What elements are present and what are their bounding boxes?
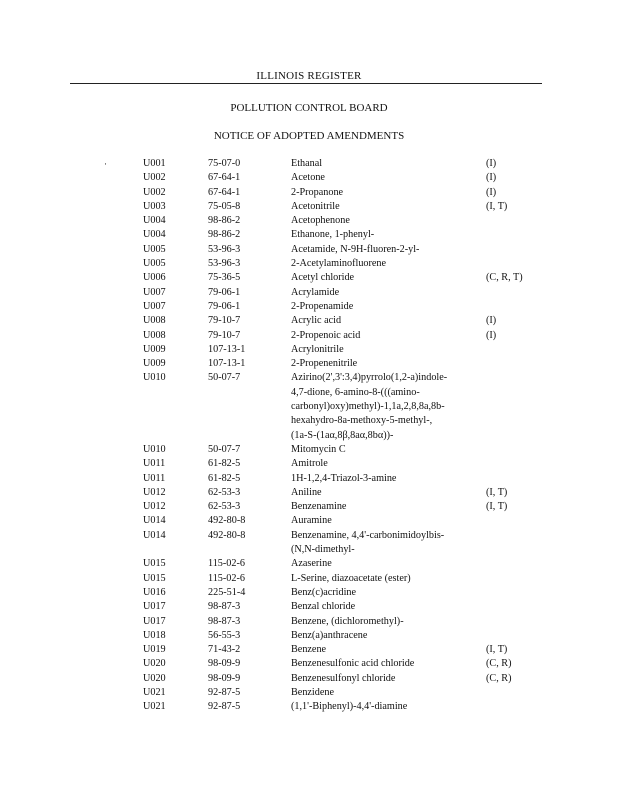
substance-name [291,443,486,457]
substance-name-line: 2-Propenamide [291,300,354,312]
cas-number: 98-87-3 [208,601,241,613]
header-rule [70,83,542,84]
hazard-code: (C, R) [486,658,512,670]
table-row [143,443,536,457]
board-heading: POLLUTION CONTROL BOARD [230,102,388,114]
hazard-code [486,443,536,457]
substance-name-line: 1H-1,2,4-Triazol-3-amine [291,472,397,484]
waste-code: U012 [143,486,166,498]
hazard-code: (I, T) [486,501,508,513]
substance-name-line: L-Serine, diazoacetate (ester) [291,572,411,584]
waste-code: U002 [143,186,166,198]
waste-code: U021 [143,701,166,713]
cas-number: 79-10-7 [208,329,241,341]
substance-name [291,314,486,328]
cas-number: 107-13-1 [208,343,246,355]
table-row [143,600,536,614]
substance-name [291,586,486,600]
cas-number: 75-36-5 [208,272,241,284]
substance-name [291,686,486,700]
table-row [143,557,536,571]
table-row [143,357,536,371]
cas-number: 92-87-5 [208,686,241,698]
cas-number: 61-82-5 [208,472,241,484]
substance-name-line: Auramine [291,515,332,527]
substance-name [291,457,486,471]
substance-name [291,200,486,214]
substance-name [291,186,486,200]
table-row [143,286,536,300]
table-row [143,457,536,471]
cas-number: 67-64-1 [208,186,241,198]
substance-name [291,257,486,271]
substance-name-line: Benzene, (dichloromethyl)- [291,615,404,627]
table-row [143,343,536,357]
table-row [143,615,536,629]
hazard-code [486,228,536,242]
substance-name-line: 4,7-dione, 6-amino-8-(((amino- [291,386,420,398]
substance-name-line: 2-Propanone [291,186,344,198]
hazard-code [486,472,536,486]
table-row [143,200,536,214]
substance-name [291,700,486,714]
cas-number: 98-09-9 [208,658,241,670]
hazard-code: (C, R) [486,672,512,684]
waste-code: U003 [143,200,166,212]
hazard-code: (C, R, T) [486,272,523,284]
cas-number: 79-06-1 [208,286,241,298]
substance-name-line: (N,N-dimethyl- [291,544,355,556]
margin-mark: · [104,159,107,169]
cas-number: 62-53-3 [208,501,241,513]
substance-name-line: Acrylic acid [291,315,342,327]
substance-name [291,329,486,343]
hazard-code: (I) [486,315,497,327]
waste-code: U011 [143,458,166,470]
hazard-code: (I) [486,329,497,341]
table-row [143,629,536,643]
substance-name [291,643,486,657]
table-row [143,157,536,171]
substance-name-line: Benzal chloride [291,601,356,613]
substance-name-line: Acetamide, N-9H-fluoren-2-yl- [291,243,420,255]
waste-code: U018 [143,629,166,641]
waste-code: U019 [143,644,166,656]
cas-number: 225-51-4 [208,586,246,598]
cas-number: 115-02-6 [208,558,245,570]
hazard-code: (I, T) [486,486,508,498]
hazard-code [486,686,536,700]
waste-code: U021 [143,686,166,698]
substance-name [291,572,486,586]
substance-name [291,500,486,514]
cas-number: 79-10-7 [208,315,241,327]
substance-name [291,557,486,571]
hazard-code: (I) [486,158,497,169]
cas-number: 67-64-1 [208,172,241,184]
substance-name-line: Acetonitrile [291,200,340,212]
substance-name [291,271,486,285]
hazard-code: (I, T) [486,200,508,212]
table-row [143,500,536,514]
table-row [143,171,536,185]
substance-name [291,600,486,614]
hazard-code [486,615,536,629]
waste-code: U014 [143,515,166,527]
waste-code: U004 [143,229,166,241]
cas-number: 50-07-7 [208,443,241,455]
substance-name [291,472,486,486]
waste-code: U017 [143,601,166,613]
waste-code: U009 [143,358,166,370]
notice-heading: NOTICE OF ADOPTED AMENDMENTS [213,130,405,142]
substance-name-line: Benzenamine [291,501,347,513]
substance-name [291,228,486,242]
substance-name-line: Ethanal [291,158,323,169]
substance-name-line: carbonyl)oxy)methyl)-1,1a,2,8,8a,8b- [291,401,445,413]
hazard-code: (I) [486,172,497,184]
waste-code: U008 [143,315,166,327]
cas-number: 62-53-3 [208,486,241,498]
cas-number: 492-80-8 [208,515,246,527]
substance-name [291,357,486,371]
table-row [143,643,536,657]
table-row [143,572,536,586]
substance-name [291,657,486,671]
hazard-code: (I, T) [486,644,508,656]
table-row [143,371,536,442]
hazard-code [486,286,536,300]
substance-name [291,514,486,528]
cas-number: 75-07-0 [208,158,241,169]
table-row [143,586,536,600]
waste-code: U015 [143,572,166,584]
cas-number: 98-86-2 [208,215,241,227]
table-row [143,271,536,285]
substance-name [291,672,486,686]
substance-name-line: Benz(a)anthracene [291,629,368,641]
substance-name-line: Benzenesulfonyl chloride [291,672,396,684]
hazard-code [486,343,536,357]
waste-code: U001 [143,158,166,169]
waste-code: U005 [143,258,166,270]
table-row [143,657,536,671]
waste-code: U016 [143,586,166,598]
substance-name-line: Benz(c)acridine [291,586,357,598]
waste-code: U004 [143,215,166,227]
substance-name [291,243,486,257]
waste-code: U020 [143,672,166,684]
substance-name-line: Acetophenone [291,215,350,227]
cas-number: 79-06-1 [208,300,241,312]
waste-code: U005 [143,243,166,255]
waste-code: U012 [143,501,166,513]
hazard-code [486,257,536,271]
waste-code: U002 [143,172,166,184]
substance-name [291,300,486,314]
hazard-code: (I) [486,186,497,198]
table-row [143,486,536,500]
table-row [143,514,536,528]
waste-code: U009 [143,343,166,355]
cas-number: 75-05-8 [208,200,241,212]
substance-name-line: Benzenesulfonic acid chloride [291,658,415,670]
substance-name [291,629,486,643]
hazard-code [486,700,536,714]
table-row [143,672,536,686]
table-row [143,329,536,343]
table-row [143,228,536,242]
substance-name-line: Benzene [291,644,327,656]
cas-number: 53-96-3 [208,243,241,255]
substance-name-line: 2-Acetylaminofluorene [291,258,387,270]
substance-name-line: Azaserine [291,558,332,570]
waste-code: U006 [143,272,166,284]
hazard-code [486,371,536,442]
substance-name-line: Azirino(2',3':3,4)pyrrolo(1,2-a)indole- [291,372,448,384]
substance-name [291,615,486,629]
cas-number: 98-09-9 [208,672,241,684]
hazard-code [486,357,536,371]
substance-name-line: hexahydro-8a-methoxy-5-methyl-, [291,415,433,427]
register-title: ILLINOIS REGISTER [256,70,362,82]
hazardous-waste-table [143,157,536,715]
substance-name [291,343,486,357]
substance-name-line: (1a-S-(1aα,8β,8aα,8bα))- [291,429,394,441]
hazard-code [486,572,536,586]
waste-code: U008 [143,329,166,341]
hazard-code [486,214,536,228]
substance-name [291,214,486,228]
cas-number: 98-86-2 [208,229,241,241]
cas-number: 98-87-3 [208,615,241,627]
hazard-code [486,586,536,600]
table-row [143,186,536,200]
substance-name [291,171,486,185]
hazard-code [486,457,536,471]
cas-number: 61-82-5 [208,458,241,470]
substance-name-line: Aniline [291,486,322,498]
substance-name [291,529,486,558]
waste-code: U010 [143,443,166,455]
cas-number: 71-43-2 [208,644,241,656]
cas-number: 115-02-6 [208,572,245,584]
waste-code: U011 [143,472,166,484]
waste-code: U015 [143,558,166,570]
cas-number: 107-13-1 [208,358,246,370]
table-row [143,300,536,314]
substance-name-line: Acrylonitrile [291,343,344,355]
substance-name-line: Ethanone, 1-phenyl- [291,229,375,241]
table-row [143,700,536,714]
waste-code: U014 [143,529,166,541]
waste-code: U017 [143,615,166,627]
hazard-code [486,557,536,571]
table-row [143,314,536,328]
cas-number: 53-96-3 [208,258,241,270]
substance-name-line: Acrylamide [291,286,340,298]
cas-number: 492-80-8 [208,529,246,541]
substance-name-line: 2-Propenoic acid [291,329,361,341]
substance-name [291,371,486,442]
substance-name [291,286,486,300]
substance-name [291,157,486,171]
hazard-code [486,600,536,614]
cas-number: 50-07-7 [208,372,241,384]
table-row [143,686,536,700]
substance-name [291,486,486,500]
hazard-code [486,629,536,643]
waste-code: U010 [143,372,166,384]
table-row [143,257,536,271]
hazard-code [486,529,536,558]
hazard-code [486,243,536,257]
substance-name-line: (1,1'-Biphenyl)-4,4'-diamine [291,701,408,713]
table-row [143,529,536,558]
cas-number: 92-87-5 [208,701,241,713]
substance-name-line: Acetyl chloride [291,272,355,284]
substance-name-line: Amitrole [291,458,328,470]
table-row [143,214,536,228]
waste-code: U020 [143,658,166,670]
substance-name-line: Mitomycin C [291,443,346,455]
waste-code: U007 [143,286,166,298]
hazard-code [486,514,536,528]
substance-name-line: 2-Propenenitrile [291,358,358,370]
substance-name-line: Acetone [291,172,325,184]
substance-name-line: Benzenamine, 4,4'-carbonimidoylbis- [291,529,445,541]
waste-code: U007 [143,300,166,312]
hazard-code [486,300,536,314]
table-row [143,243,536,257]
substance-name-line: Benzidene [291,686,334,698]
table-row [143,472,536,486]
cas-number: 56-55-3 [208,629,241,641]
